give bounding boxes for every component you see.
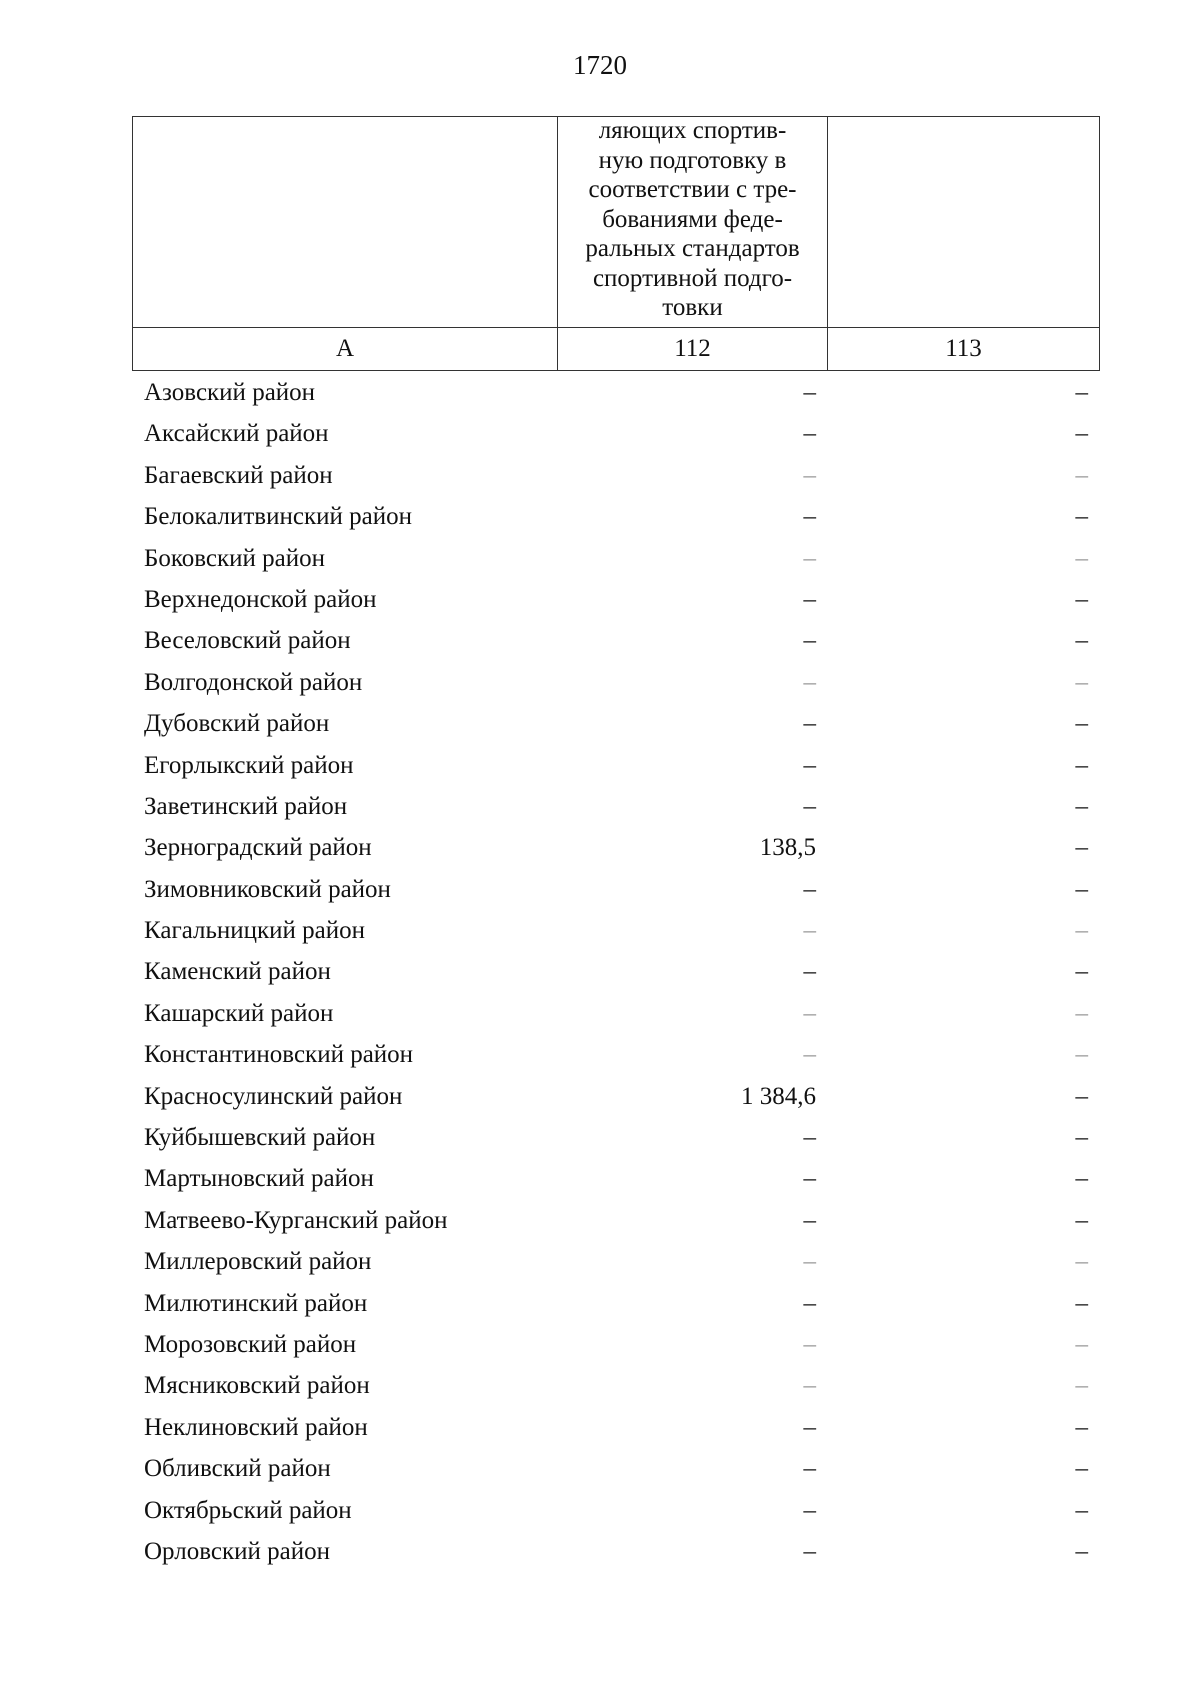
table-row <box>132 827 1099 868</box>
header-col-112-text: ляющих спортив- ную подготовку в соответствии с тре- бованиями феде- ральных стандартов спортивной подго- товки <box>585 117 800 321</box>
row-value-112: – <box>803 668 816 696</box>
row-value-112: – <box>803 544 816 572</box>
table-row <box>132 786 1099 827</box>
row-value-112: – <box>803 461 816 489</box>
row-district-name: Орловский район <box>144 1537 330 1565</box>
header-col-112 <box>558 117 828 328</box>
table-row <box>132 413 1099 454</box>
row-value-113: – <box>1075 420 1088 448</box>
row-value-112: – <box>803 379 816 406</box>
table-row <box>132 496 1099 537</box>
row-district-name: Аксайский район <box>144 420 329 448</box>
row-value-113: – <box>1075 461 1088 489</box>
header-col-a <box>133 117 558 328</box>
row-value-112: – <box>803 1413 816 1441</box>
table-header <box>132 116 1100 371</box>
row-district-name: Константиновский район <box>144 1041 414 1069</box>
table-row <box>132 1490 1099 1531</box>
row-district-name: Миллеровский район <box>144 1248 372 1276</box>
row-value-112: – <box>803 1248 816 1276</box>
row-value-113: – <box>1075 1041 1088 1069</box>
row-value-113: – <box>1075 917 1088 945</box>
row-district-name: Верхнедонской район <box>144 585 377 613</box>
table-row <box>132 703 1099 744</box>
row-value-112: – <box>803 917 816 945</box>
row-value-113: – <box>1075 999 1088 1027</box>
row-value-112: – <box>803 792 816 820</box>
table-row <box>132 1076 1099 1117</box>
row-district-name: Егорлыкский район <box>144 751 354 779</box>
table-row <box>132 1365 1099 1406</box>
row-value-113: – <box>1075 1413 1088 1441</box>
row-district-name: Обливский район <box>144 1455 331 1483</box>
row-value-113: – <box>1075 1082 1088 1110</box>
row-value-113: – <box>1075 668 1088 696</box>
row-district-name: Мясниковский район <box>144 1372 370 1400</box>
row-district-name: Морозовский район <box>144 1330 357 1358</box>
table-row <box>132 1283 1099 1324</box>
row-value-113: – <box>1075 503 1088 531</box>
row-value-112: – <box>803 1206 816 1234</box>
row-value-113: – <box>1075 1124 1088 1152</box>
table-row <box>132 745 1099 786</box>
table-row <box>132 538 1099 579</box>
header-label-112: 112 <box>558 328 828 371</box>
table-row <box>132 910 1099 951</box>
table-row <box>132 869 1099 910</box>
row-value-112: – <box>803 875 816 903</box>
row-value-112: – <box>803 503 816 531</box>
row-district-name: Милютинский район <box>144 1289 368 1317</box>
row-district-name: Матвеево-Курганский район <box>144 1206 448 1234</box>
row-value-112: – <box>803 958 816 986</box>
table-row <box>132 372 1099 413</box>
row-value-113: – <box>1075 1248 1088 1276</box>
row-district-name: Красносулинский район <box>144 1082 403 1110</box>
row-value-113: – <box>1075 544 1088 572</box>
row-district-name: Багаевский район <box>144 461 333 489</box>
row-value-113: – <box>1075 1206 1088 1234</box>
row-district-name: Неклиновский район <box>144 1413 368 1441</box>
table-row <box>132 1448 1099 1489</box>
row-value-112: – <box>803 627 816 655</box>
table-row <box>132 1200 1099 1241</box>
row-value-112: 138,5 <box>759 834 816 862</box>
row-value-113: – <box>1075 585 1088 613</box>
row-value-113: – <box>1075 1372 1088 1400</box>
row-value-112: – <box>803 1289 816 1317</box>
header-label-113: 113 <box>828 328 1100 371</box>
table-row <box>132 579 1099 620</box>
table-row <box>132 1407 1099 1448</box>
row-district-name: Азовский район <box>144 379 316 406</box>
row-value-112: – <box>803 1165 816 1193</box>
row-value-113: – <box>1075 1330 1088 1358</box>
row-value-113: – <box>1075 1496 1088 1524</box>
row-district-name: Октябрьский район <box>144 1496 352 1524</box>
row-district-name: Волгодонской район <box>144 668 363 696</box>
table-row <box>132 1241 1099 1282</box>
table-row <box>132 993 1099 1034</box>
row-value-112: – <box>803 585 816 613</box>
row-value-112: – <box>803 1372 816 1400</box>
header-label-a: А <box>133 328 558 371</box>
row-district-name: Белокалитвинский район <box>144 503 412 531</box>
row-value-113: – <box>1075 958 1088 986</box>
row-value-113: – <box>1075 379 1088 406</box>
table-row <box>132 620 1099 661</box>
row-district-name: Зерноградский район <box>144 834 372 862</box>
table-row <box>132 455 1099 496</box>
row-district-name: Кагальницкий район <box>144 917 366 945</box>
row-value-112: – <box>803 1496 816 1524</box>
row-value-113: – <box>1075 834 1088 862</box>
row-value-112: – <box>803 1537 816 1565</box>
row-value-113: – <box>1075 751 1088 779</box>
row-value-113: – <box>1075 1455 1088 1483</box>
table-row <box>132 1117 1099 1158</box>
row-district-name: Веселовский район <box>144 627 351 655</box>
table-row <box>132 1324 1099 1365</box>
row-value-112: – <box>803 999 816 1027</box>
row-value-113: – <box>1075 710 1088 738</box>
row-value-112: 1 384,6 <box>741 1082 816 1110</box>
row-value-112: – <box>803 751 816 779</box>
table-row <box>132 951 1099 992</box>
table-row <box>132 662 1099 703</box>
table-row <box>132 1158 1099 1199</box>
header-col-113 <box>828 117 1100 328</box>
row-value-113: – <box>1075 627 1088 655</box>
row-district-name: Каменский район <box>144 958 331 986</box>
row-district-name: Кашарский район <box>144 999 334 1027</box>
row-value-112: – <box>803 1124 816 1152</box>
table-body <box>132 372 1099 1572</box>
row-value-113: – <box>1075 1537 1088 1565</box>
table-row <box>132 1531 1099 1572</box>
row-district-name: Куйбышевский район <box>144 1124 376 1152</box>
row-district-name: Зимовниковский район <box>144 875 391 903</box>
row-district-name: Мартыновский район <box>144 1165 374 1193</box>
row-value-113: – <box>1075 875 1088 903</box>
page-number: 1720 <box>573 50 627 80</box>
row-value-113: – <box>1075 1289 1088 1317</box>
row-district-name: Боковский район <box>144 544 325 572</box>
table-row <box>132 1034 1099 1075</box>
row-district-name: Дубовский район <box>144 710 330 738</box>
row-value-112: – <box>803 1041 816 1069</box>
row-value-112: – <box>803 420 816 448</box>
row-value-112: – <box>803 1330 816 1358</box>
row-district-name: Заветинский район <box>144 792 348 820</box>
row-value-113: – <box>1075 1165 1088 1193</box>
row-value-113: – <box>1075 792 1088 820</box>
row-value-112: – <box>803 710 816 738</box>
row-value-112: – <box>803 1455 816 1483</box>
